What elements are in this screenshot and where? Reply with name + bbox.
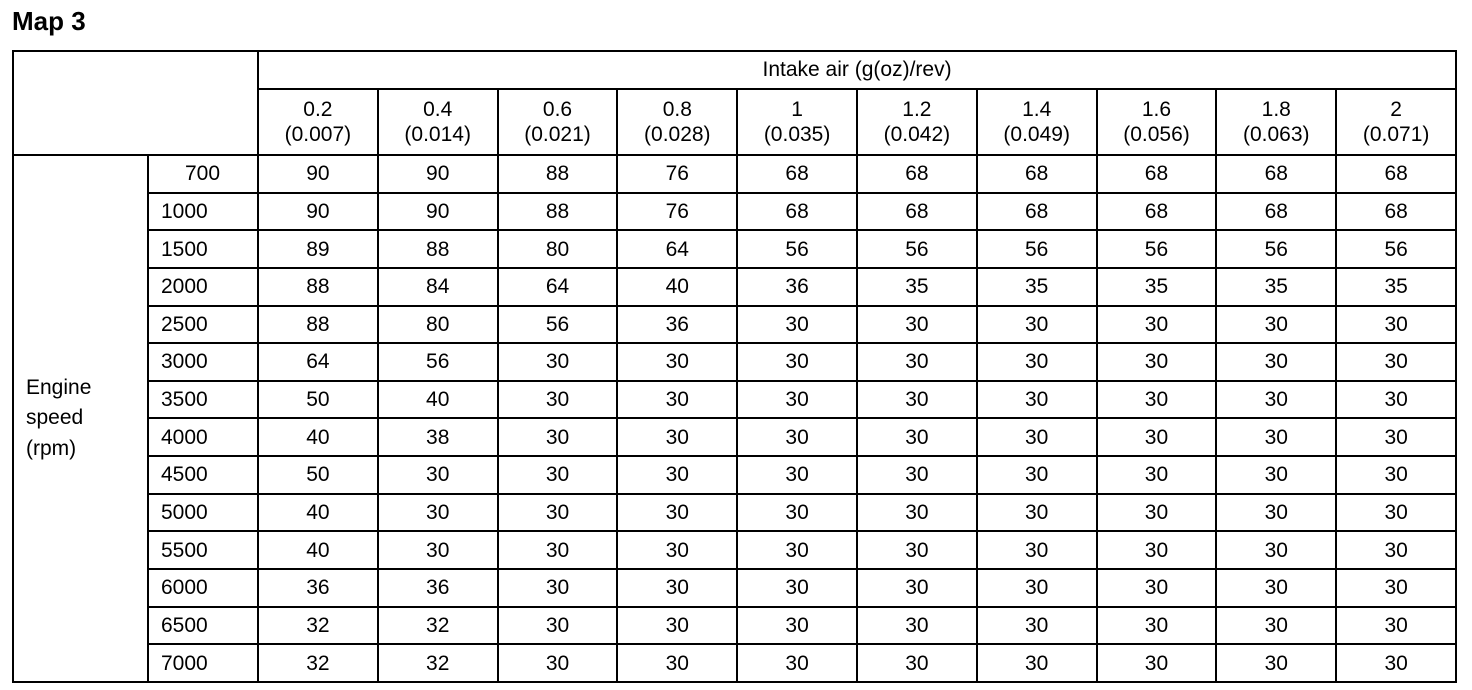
table-cell: 40	[378, 381, 498, 419]
table-cell: 68	[1216, 155, 1336, 193]
table-cell: 30	[498, 531, 618, 569]
column-header	[857, 89, 977, 155]
table-cell: 80	[498, 230, 618, 268]
table-cell: 30	[1216, 607, 1336, 645]
page-title: Map 3	[12, 6, 86, 36]
table-cell: 30	[737, 569, 857, 607]
column-header	[737, 89, 857, 155]
table-cell: 89	[258, 230, 378, 268]
table-cell: 30	[1216, 343, 1336, 381]
table-cell: 30	[857, 494, 977, 532]
table-row	[13, 456, 1456, 494]
table-cell: 50	[258, 381, 378, 419]
column-header-alt-unit: (0.063)	[1243, 123, 1310, 146]
table-cell: 32	[378, 644, 498, 682]
row-header-rpm: 7000	[148, 644, 258, 682]
table-cell: 56	[498, 306, 618, 344]
table-cell: 30	[1216, 531, 1336, 569]
table-cell: 35	[857, 268, 977, 306]
column-header	[1097, 89, 1217, 155]
table-cell: 56	[1097, 230, 1217, 268]
table-cell: 30	[857, 569, 977, 607]
table-cell: 76	[617, 155, 737, 193]
table-cell: 30	[617, 456, 737, 494]
table-cell: 30	[617, 343, 737, 381]
table-row	[13, 343, 1456, 381]
table-cell: 30	[1097, 418, 1217, 456]
table-cell: 30	[617, 418, 737, 456]
table-cell: 30	[737, 531, 857, 569]
table-cell: 68	[737, 193, 857, 231]
table-cell: 30	[857, 607, 977, 645]
table-row	[13, 607, 1456, 645]
row-header-rpm: 4500	[148, 456, 258, 494]
table-cell: 30	[977, 569, 1097, 607]
table-cell: 30	[977, 381, 1097, 419]
column-header-value: 1	[791, 97, 803, 121]
column-header	[977, 89, 1097, 155]
row-axis-label-line: (rpm)	[26, 436, 77, 460]
table-cell: 68	[857, 193, 977, 231]
column-header	[617, 89, 737, 155]
table-cell: 88	[258, 306, 378, 344]
column-header	[378, 89, 498, 155]
column-header-alt-unit: (0.071)	[1362, 123, 1430, 146]
column-header-value: 0.2	[303, 97, 333, 121]
table-cell: 68	[977, 155, 1097, 193]
table-cell: 30	[1097, 456, 1217, 494]
table-cell: 30	[977, 644, 1097, 682]
table-row	[13, 381, 1456, 419]
row-header-rpm: 1500	[148, 230, 258, 268]
column-header-value: 2	[1390, 97, 1402, 121]
row-header-rpm: 6000	[148, 569, 258, 607]
table-row	[13, 193, 1456, 231]
table-cell: 90	[378, 155, 498, 193]
column-header-value: 0.8	[662, 97, 692, 121]
table-cell: 30	[498, 418, 618, 456]
row-header-rpm: 5500	[148, 531, 258, 569]
column-header-alt-unit: (0.028)	[644, 123, 711, 146]
table-cell: 68	[1097, 193, 1217, 231]
table-cell: 30	[857, 531, 977, 569]
column-header-value: 1.8	[1261, 97, 1291, 121]
table-body	[13, 51, 1456, 682]
table-cell: 30	[1097, 607, 1217, 645]
table-cell: 90	[258, 155, 378, 193]
table-cell: 30	[857, 343, 977, 381]
table-cell: 30	[1336, 607, 1456, 645]
table-cell: 68	[977, 193, 1097, 231]
table-cell: 30	[1336, 494, 1456, 532]
table-cell: 30	[1097, 343, 1217, 381]
column-header-value: 1.4	[1022, 97, 1052, 121]
table-cell: 88	[258, 268, 378, 306]
row-header-rpm: 2500	[148, 306, 258, 344]
table-cell: 35	[1216, 268, 1336, 306]
table-row	[13, 230, 1456, 268]
table-cell: 30	[617, 381, 737, 419]
table-cell: 36	[617, 306, 737, 344]
table-cell: 30	[1336, 306, 1456, 344]
column-header	[258, 89, 378, 155]
table-cell: 30	[1097, 569, 1217, 607]
table-cell: 30	[737, 381, 857, 419]
table-cell: 30	[498, 381, 618, 419]
table-cell: 35	[977, 268, 1097, 306]
table-cell: 90	[258, 193, 378, 231]
column-header-alt-unit: (0.056)	[1123, 123, 1190, 146]
table-cell: 30	[977, 343, 1097, 381]
table-cell: 30	[498, 343, 618, 381]
table-cell: 36	[378, 569, 498, 607]
table-cell: 68	[1216, 193, 1336, 231]
row-axis-label-line: speed	[26, 406, 84, 430]
table-cell: 30	[857, 418, 977, 456]
row-header-rpm: 4000	[148, 418, 258, 456]
table-cell: 30	[1336, 381, 1456, 419]
table-cell: 30	[1336, 644, 1456, 682]
table-cell: 30	[1336, 418, 1456, 456]
table-cell: 30	[617, 569, 737, 607]
table-cell: 84	[378, 268, 498, 306]
table-cell: 30	[378, 531, 498, 569]
table-cell: 30	[1216, 381, 1336, 419]
row-axis-label-line: Engine	[26, 375, 92, 399]
table-cell: 30	[857, 456, 977, 494]
table-cell: 30	[737, 644, 857, 682]
row-header-rpm: 5000	[148, 494, 258, 532]
table-cell: 30	[737, 418, 857, 456]
column-header-alt-unit: (0.014)	[404, 123, 471, 146]
column-header-alt-unit: (0.035)	[763, 123, 831, 146]
table-cell: 30	[498, 607, 618, 645]
table-cell: 30	[977, 531, 1097, 569]
table-cell: 88	[498, 193, 618, 231]
table-cell: 30	[977, 494, 1097, 532]
table-row	[13, 531, 1456, 569]
column-header	[1336, 89, 1456, 155]
table-cell: 30	[737, 343, 857, 381]
table-cell: 30	[1216, 569, 1336, 607]
table-cell: 68	[1336, 155, 1456, 193]
table-cell: 36	[737, 268, 857, 306]
table-cell: 64	[617, 230, 737, 268]
table-row	[13, 494, 1456, 532]
column-header-value: 0.6	[542, 97, 573, 121]
column-header-value: 1.2	[902, 97, 932, 121]
table-cell: 30	[1097, 381, 1217, 419]
table-cell: 68	[737, 155, 857, 193]
table-cell: 30	[378, 494, 498, 532]
table-cell: 30	[1336, 531, 1456, 569]
table-row	[13, 644, 1456, 682]
table-cell: 56	[737, 230, 857, 268]
table-cell: 56	[977, 230, 1097, 268]
table-row	[13, 418, 1456, 456]
table-cell: 30	[977, 306, 1097, 344]
table-cell: 90	[378, 193, 498, 231]
row-axis-label	[13, 155, 148, 682]
table-cell: 56	[857, 230, 977, 268]
table-cell: 30	[378, 456, 498, 494]
table-row	[13, 306, 1456, 344]
column-header	[498, 89, 618, 155]
corner-cell	[13, 51, 258, 155]
table-cell: 30	[737, 306, 857, 344]
table-cell: 40	[258, 418, 378, 456]
table-cell: 88	[378, 230, 498, 268]
table-cell: 32	[258, 644, 378, 682]
row-header-rpm: 6500	[148, 607, 258, 645]
row-header-rpm: 1000	[148, 193, 258, 231]
table-row	[13, 268, 1456, 306]
header-row-group	[13, 51, 1456, 89]
table-cell: 30	[1097, 306, 1217, 344]
row-header-rpm: 2000	[148, 268, 258, 306]
table-cell: 64	[498, 268, 618, 306]
table-cell: 35	[1097, 268, 1217, 306]
column-header	[1216, 89, 1336, 155]
row-header-rpm: 3000	[148, 343, 258, 381]
table-cell: 30	[617, 644, 737, 682]
table-cell: 76	[617, 193, 737, 231]
data-table	[12, 50, 1457, 683]
table-cell: 30	[1097, 644, 1217, 682]
table-cell: 35	[1336, 268, 1456, 306]
table-cell: 30	[498, 494, 618, 532]
column-header-alt-unit: (0.042)	[883, 123, 951, 146]
table-cell: 30	[977, 418, 1097, 456]
table-row	[13, 155, 1456, 193]
table-cell: 36	[258, 569, 378, 607]
table-cell: 30	[857, 644, 977, 682]
table-cell: 30	[1336, 343, 1456, 381]
table-cell: 30	[1216, 418, 1336, 456]
table-cell: 56	[1336, 230, 1456, 268]
column-header-alt-unit: (0.021)	[524, 123, 591, 146]
table-cell: 30	[1097, 531, 1217, 569]
table-cell: 30	[737, 607, 857, 645]
table-cell: 30	[977, 607, 1097, 645]
table-row	[13, 569, 1456, 607]
table-cell: 30	[617, 607, 737, 645]
table-cell: 30	[1216, 456, 1336, 494]
table-cell: 30	[617, 494, 737, 532]
table-cell: 56	[378, 343, 498, 381]
table-cell: 40	[617, 268, 737, 306]
table-cell: 32	[378, 607, 498, 645]
column-header-value: 1.6	[1141, 97, 1172, 121]
column-header-alt-unit: (0.049)	[1003, 123, 1070, 146]
table-cell: 30	[1216, 494, 1336, 532]
table-cell: 68	[1336, 193, 1456, 231]
column-header-value: 0.4	[423, 97, 453, 121]
table-cell: 38	[378, 418, 498, 456]
table-cell: 56	[1216, 230, 1336, 268]
table-cell: 30	[977, 456, 1097, 494]
table-cell: 30	[1336, 569, 1456, 607]
table-cell: 30	[1216, 306, 1336, 344]
table-cell: 30	[857, 381, 977, 419]
table-cell: 30	[498, 569, 618, 607]
table-cell: 64	[258, 343, 378, 381]
table-cell: 68	[1097, 155, 1217, 193]
table-cell: 30	[498, 644, 618, 682]
table-cell: 40	[258, 494, 378, 532]
table-cell: 88	[498, 155, 618, 193]
row-header-rpm: 700	[148, 155, 258, 193]
table-cell: 30	[1097, 494, 1217, 532]
table-cell: 68	[857, 155, 977, 193]
table-cell: 80	[378, 306, 498, 344]
row-header-rpm: 3500	[148, 381, 258, 419]
table-cell: 40	[258, 531, 378, 569]
table-cell: 30	[1216, 644, 1336, 682]
table-cell: 30	[1336, 456, 1456, 494]
table-cell: 30	[617, 531, 737, 569]
column-header-alt-unit: (0.007)	[284, 123, 352, 146]
table-cell: 30	[857, 306, 977, 344]
table-cell: 30	[737, 494, 857, 532]
table-cell: 30	[498, 456, 618, 494]
table-cell: 30	[737, 456, 857, 494]
table-cell: 32	[258, 607, 378, 645]
table-cell: 50	[258, 456, 378, 494]
column-group-header: Intake air (g(oz)/rev)	[258, 51, 1456, 89]
